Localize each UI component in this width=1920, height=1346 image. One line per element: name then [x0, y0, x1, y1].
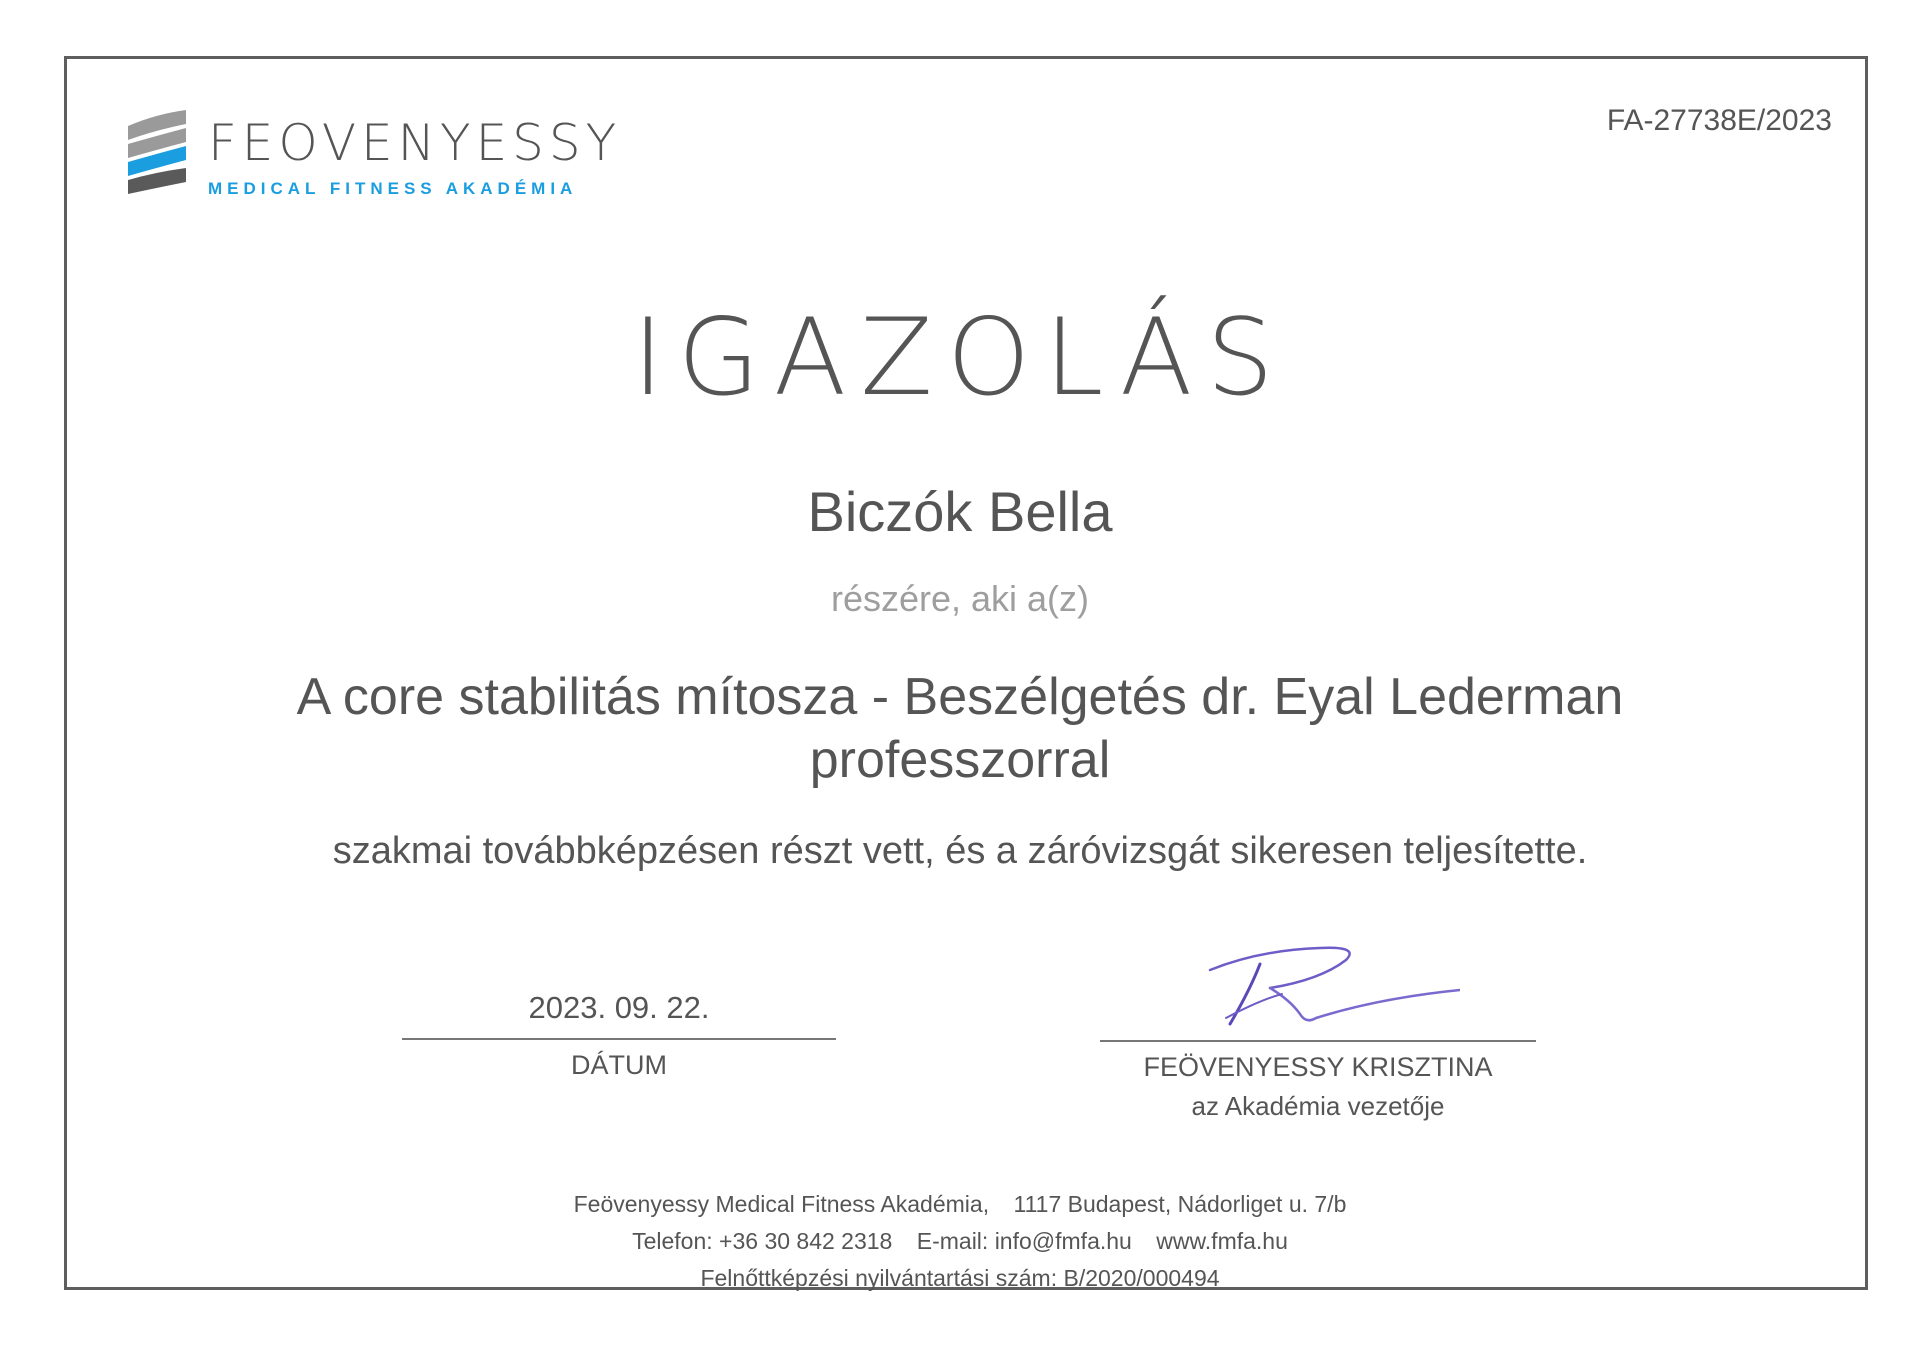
date-label: DÁTUM	[571, 1050, 667, 1080]
logo-subtitle: MEDICAL FITNESS AKADÉMIA	[208, 179, 578, 198]
footer-address: 1117 Budapest, Nádorliget u. 7/b	[1013, 1191, 1347, 1217]
course-title: A core stabilitás mítosza - Beszélgetés dr. Eyal Lederman professzorral	[296, 668, 1624, 790]
footer-phone: Telefon: +36 30 842 2318	[632, 1228, 893, 1254]
footer-website[interactable]: www.fmfa.hu	[1156, 1228, 1288, 1254]
date-block	[402, 988, 836, 1081]
signatory-role: az Akadémia vezetője	[1191, 1091, 1445, 1121]
footer-registration: Felnőttképzési nyilvántartási szám: B/2020/000494	[700, 1265, 1220, 1291]
date-line	[402, 1038, 836, 1040]
footer-org: Feövenyessy Medical Fitness Akadémia,	[573, 1191, 990, 1217]
logo-mark-icon	[126, 110, 188, 202]
logo	[126, 110, 621, 202]
certificate-title: IGAZOLÁS	[632, 296, 1288, 419]
signature-line	[1100, 1040, 1536, 1042]
footer-line-1	[0, 1186, 1920, 1223]
date-value: 2023. 09. 22.	[528, 990, 710, 1025]
signature-block	[1100, 940, 1536, 1122]
footer-line-2	[0, 1223, 1920, 1260]
signature-icon	[1200, 940, 1460, 1030]
certificate-id: FA-27738E/2023	[1606, 104, 1832, 137]
footer	[0, 1186, 1920, 1297]
signatory-name: FEÖVENYESSY KRISZTINA	[1143, 1052, 1493, 1082]
completion-text: szakmai továbbképzésen részt vett, és a záróvizsgát sikeresen teljesítette.	[332, 830, 1588, 872]
for-text: részére, aki a(z)	[830, 578, 1090, 619]
footer-email[interactable]: E-mail: info@fmfa.hu	[916, 1228, 1132, 1254]
recipient-name: Biczók Bella	[807, 480, 1113, 543]
logo-name: FEOVENYESSY	[208, 114, 622, 172]
